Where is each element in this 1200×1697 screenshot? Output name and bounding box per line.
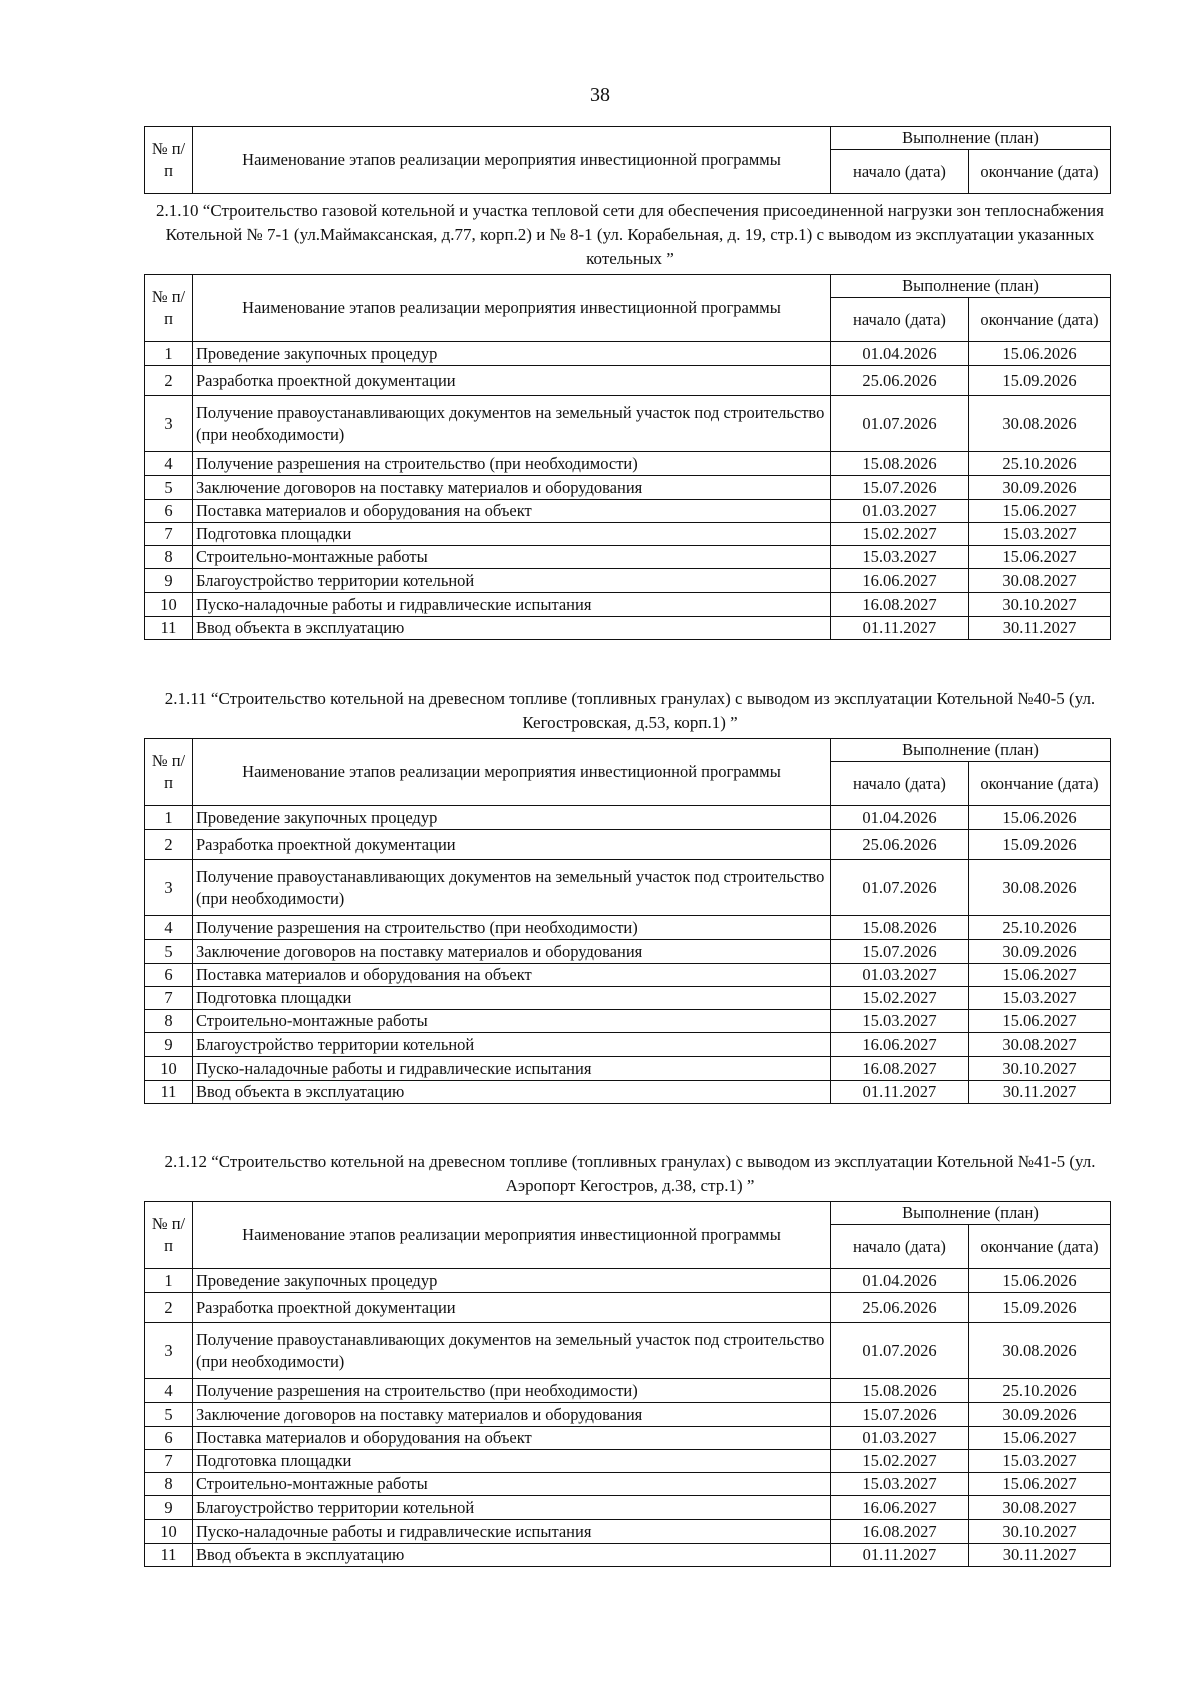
row-name: Заключение договоров на поставку материалов и оборудования xyxy=(193,940,831,964)
section-caption-1: 2.1.10 “Строительство газовой котельной и участка тепловой сети для обеспечения присоединенной нагрузки зон теплоснабжения Котельной № 7-1 (ул.Маймаксанская, д.77, корп.2) и № 8-1 (ул. Корабельная, д. 19, стр.1) с выводом из эксплуатации указанных котельных ” xyxy=(156,201,1104,268)
row-name: Пуско-наладочные работы и гидравлические испытания xyxy=(193,1057,831,1081)
row-end: 15.06.2026 xyxy=(969,342,1111,366)
table-row xyxy=(145,366,1111,396)
row-end: 15.06.2026 xyxy=(969,1269,1111,1293)
row-num: 9 xyxy=(145,569,193,593)
row-num: 2 xyxy=(145,366,193,396)
row-start: 15.07.2026 xyxy=(831,476,969,500)
header-start: начало (дата) xyxy=(831,762,969,806)
row-name: Строительно-монтажные работы xyxy=(193,1010,831,1033)
table-row xyxy=(145,1450,1111,1473)
row-start: 15.08.2026 xyxy=(831,1379,969,1403)
row-num: 11 xyxy=(145,1081,193,1104)
page-number: 38 xyxy=(590,84,610,106)
row-end: 15.06.2027 xyxy=(969,1473,1111,1496)
table-row xyxy=(145,342,1111,366)
row-end: 25.10.2026 xyxy=(969,916,1111,940)
row-start: 01.11.2027 xyxy=(831,617,969,640)
table-row xyxy=(145,476,1111,500)
row-end: 15.09.2026 xyxy=(969,1293,1111,1323)
row-start: 16.06.2027 xyxy=(831,569,969,593)
row-name: Подготовка площадки xyxy=(193,523,831,546)
row-num: 4 xyxy=(145,1379,193,1403)
row-num: 1 xyxy=(145,342,193,366)
row-end: 30.09.2026 xyxy=(969,476,1111,500)
row-end: 15.03.2027 xyxy=(969,1450,1111,1473)
row-num: 3 xyxy=(145,1323,193,1379)
row-end: 30.08.2027 xyxy=(969,1033,1111,1057)
row-start: 25.06.2026 xyxy=(831,830,969,860)
row-end: 15.06.2027 xyxy=(969,1427,1111,1450)
row-num: 7 xyxy=(145,523,193,546)
row-name: Благоустройство территории котельной xyxy=(193,569,831,593)
row-name: Поставка материалов и оборудования на объект xyxy=(193,964,831,987)
section-caption-3: 2.1.12 “Строительство котельной на древесном топливе (топливных гранулах) с выводом из эксплуатации Котельной №41-5 (ул. Аэропорт Кегостров, д.38, стр.1) ” xyxy=(164,1152,1096,1195)
row-name: Подготовка площадки xyxy=(193,1450,831,1473)
row-num: 11 xyxy=(145,1544,193,1567)
table-row xyxy=(145,1081,1111,1104)
row-start: 15.03.2027 xyxy=(831,1010,969,1033)
row-start: 15.03.2027 xyxy=(831,546,969,569)
row-num: 3 xyxy=(145,860,193,916)
row-start: 16.08.2027 xyxy=(831,593,969,617)
row-name: Разработка проектной документации xyxy=(193,830,831,860)
row-num: 1 xyxy=(145,806,193,830)
row-num: 8 xyxy=(145,546,193,569)
row-end: 25.10.2026 xyxy=(969,1379,1111,1403)
header-start: начало (дата) xyxy=(831,150,969,194)
row-name: Поставка материалов и оборудования на объект xyxy=(193,1427,831,1450)
row-name: Получение правоустанавливающих документов на земельный участок под строительство (при необходимости) xyxy=(193,1323,831,1379)
row-start: 01.04.2026 xyxy=(831,1269,969,1293)
table-row xyxy=(145,569,1111,593)
row-end: 30.08.2026 xyxy=(969,1323,1111,1379)
row-num: 5 xyxy=(145,1403,193,1427)
row-name: Подготовка площадки xyxy=(193,987,831,1010)
row-num: 9 xyxy=(145,1496,193,1520)
row-num: 8 xyxy=(145,1010,193,1033)
header-num: № п/п xyxy=(145,1202,193,1269)
row-start: 15.02.2027 xyxy=(831,1450,969,1473)
table-row xyxy=(145,396,1111,452)
table-row xyxy=(145,452,1111,476)
row-name: Строительно-монтажные работы xyxy=(193,1473,831,1496)
table-row xyxy=(145,1520,1111,1544)
row-name: Ввод объекта в эксплуатацию xyxy=(193,617,831,640)
table-row xyxy=(145,830,1111,860)
row-num: 10 xyxy=(145,1520,193,1544)
section-table-1 xyxy=(144,274,1111,640)
row-num: 3 xyxy=(145,396,193,452)
row-start: 16.08.2027 xyxy=(831,1057,969,1081)
row-name: Проведение закупочных процедур xyxy=(193,1269,831,1293)
header-execution: Выполнение (план) xyxy=(831,739,1111,762)
row-end: 30.11.2027 xyxy=(969,1544,1111,1567)
continuation-header-table xyxy=(144,126,1111,194)
row-start: 16.08.2027 xyxy=(831,1520,969,1544)
header-execution: Выполнение (план) xyxy=(831,127,1111,150)
section-table-2 xyxy=(144,738,1111,1104)
table-row xyxy=(145,1269,1111,1293)
row-num: 4 xyxy=(145,452,193,476)
row-num: 6 xyxy=(145,964,193,987)
row-start: 16.06.2027 xyxy=(831,1033,969,1057)
header-name: Наименование этапов реализации мероприятия инвестиционной программы xyxy=(193,739,831,806)
row-end: 25.10.2026 xyxy=(969,452,1111,476)
row-start: 01.03.2027 xyxy=(831,1427,969,1450)
header-start: начало (дата) xyxy=(831,1225,969,1269)
row-start: 01.03.2027 xyxy=(831,500,969,523)
row-end: 30.08.2027 xyxy=(969,1496,1111,1520)
header-end: окончание (дата) xyxy=(969,298,1111,342)
row-start: 01.07.2026 xyxy=(831,1323,969,1379)
row-num: 1 xyxy=(145,1269,193,1293)
header-name: Наименование этапов реализации мероприятия инвестиционной программы xyxy=(193,127,831,194)
table-row xyxy=(145,987,1111,1010)
row-end: 30.09.2026 xyxy=(969,1403,1111,1427)
row-start: 15.08.2026 xyxy=(831,452,969,476)
table-row xyxy=(145,940,1111,964)
row-start: 15.07.2026 xyxy=(831,1403,969,1427)
row-end: 30.08.2027 xyxy=(969,569,1111,593)
row-start: 01.11.2027 xyxy=(831,1544,969,1567)
row-start: 01.03.2027 xyxy=(831,964,969,987)
row-start: 16.06.2027 xyxy=(831,1496,969,1520)
header-execution: Выполнение (план) xyxy=(831,1202,1111,1225)
row-end: 15.09.2026 xyxy=(969,830,1111,860)
row-name: Благоустройство территории котельной xyxy=(193,1496,831,1520)
row-start: 01.04.2026 xyxy=(831,342,969,366)
row-name: Получение разрешения на строительство (при необходимости) xyxy=(193,1379,831,1403)
row-name: Строительно-монтажные работы xyxy=(193,546,831,569)
table-row xyxy=(145,964,1111,987)
row-start: 01.07.2026 xyxy=(831,860,969,916)
row-start: 15.08.2026 xyxy=(831,916,969,940)
row-num: 10 xyxy=(145,593,193,617)
table-row xyxy=(145,916,1111,940)
table-row xyxy=(145,1379,1111,1403)
table-row xyxy=(145,1293,1111,1323)
row-name: Проведение закупочных процедур xyxy=(193,806,831,830)
row-name: Проведение закупочных процедур xyxy=(193,342,831,366)
table-row xyxy=(145,523,1111,546)
row-name: Ввод объекта в эксплуатацию xyxy=(193,1544,831,1567)
row-end: 15.06.2027 xyxy=(969,1010,1111,1033)
row-num: 7 xyxy=(145,987,193,1010)
row-end: 15.06.2027 xyxy=(969,546,1111,569)
row-name: Разработка проектной документации xyxy=(193,366,831,396)
row-start: 25.06.2026 xyxy=(831,1293,969,1323)
row-name: Получение разрешения на строительство (при необходимости) xyxy=(193,452,831,476)
header-num: № п/п xyxy=(145,275,193,342)
header-execution: Выполнение (план) xyxy=(831,275,1111,298)
row-name: Разработка проектной документации xyxy=(193,1293,831,1323)
header-num: № п/п xyxy=(145,739,193,806)
row-end: 30.08.2026 xyxy=(969,396,1111,452)
row-start: 01.04.2026 xyxy=(831,806,969,830)
row-start: 01.07.2026 xyxy=(831,396,969,452)
table-row xyxy=(145,1544,1111,1567)
header-name: Наименование этапов реализации мероприятия инвестиционной программы xyxy=(193,1202,831,1269)
table-row xyxy=(145,546,1111,569)
row-end: 30.11.2027 xyxy=(969,1081,1111,1104)
row-end: 15.06.2027 xyxy=(969,964,1111,987)
row-name: Получение правоустанавливающих документов на земельный участок под строительство (при необходимости) xyxy=(193,396,831,452)
row-end: 30.11.2027 xyxy=(969,617,1111,640)
row-start: 15.03.2027 xyxy=(831,1473,969,1496)
row-name: Получение правоустанавливающих документов на земельный участок под строительство (при необходимости) xyxy=(193,860,831,916)
table-row xyxy=(145,1427,1111,1450)
row-end: 15.09.2026 xyxy=(969,366,1111,396)
table-row xyxy=(145,860,1111,916)
row-start: 01.11.2027 xyxy=(831,1081,969,1104)
table-row xyxy=(145,593,1111,617)
section-caption-2: 2.1.11 “Строительство котельной на древесном топливе (топливных гранулах) с выводом из эксплуатации Котельной №40-5 (ул. Кегостровская, д.53, корп.1) ” xyxy=(164,689,1096,732)
header-name: Наименование этапов реализации мероприятия инвестиционной программы xyxy=(193,275,831,342)
table-row xyxy=(145,617,1111,640)
row-num: 2 xyxy=(145,1293,193,1323)
row-num: 5 xyxy=(145,476,193,500)
row-name: Ввод объекта в эксплуатацию xyxy=(193,1081,831,1104)
row-start: 25.06.2026 xyxy=(831,366,969,396)
row-name: Благоустройство территории котельной xyxy=(193,1033,831,1057)
row-num: 6 xyxy=(145,500,193,523)
row-num: 10 xyxy=(145,1057,193,1081)
row-start: 15.02.2027 xyxy=(831,987,969,1010)
row-name: Пуско-наладочные работы и гидравлические испытания xyxy=(193,593,831,617)
row-num: 8 xyxy=(145,1473,193,1496)
row-end: 30.10.2027 xyxy=(969,1057,1111,1081)
table-row xyxy=(145,806,1111,830)
section-table-3 xyxy=(144,1201,1111,1567)
table-row xyxy=(145,1496,1111,1520)
table-row xyxy=(145,1323,1111,1379)
table-row xyxy=(145,1057,1111,1081)
row-num: 5 xyxy=(145,940,193,964)
header-end: окончание (дата) xyxy=(969,1225,1111,1269)
row-name: Получение разрешения на строительство (при необходимости) xyxy=(193,916,831,940)
table-row xyxy=(145,500,1111,523)
table-row xyxy=(145,1033,1111,1057)
row-num: 11 xyxy=(145,617,193,640)
row-num: 9 xyxy=(145,1033,193,1057)
row-num: 6 xyxy=(145,1427,193,1450)
table-row xyxy=(145,1403,1111,1427)
row-end: 30.10.2027 xyxy=(969,593,1111,617)
row-end: 15.03.2027 xyxy=(969,987,1111,1010)
row-end: 30.10.2027 xyxy=(969,1520,1111,1544)
row-start: 15.07.2026 xyxy=(831,940,969,964)
row-num: 7 xyxy=(145,1450,193,1473)
row-name: Заключение договоров на поставку материалов и оборудования xyxy=(193,476,831,500)
row-end: 30.08.2026 xyxy=(969,860,1111,916)
header-start: начало (дата) xyxy=(831,298,969,342)
header-num: № п/п xyxy=(145,127,193,194)
header-end: окончание (дата) xyxy=(969,762,1111,806)
row-end: 15.03.2027 xyxy=(969,523,1111,546)
row-num: 2 xyxy=(145,830,193,860)
table-row xyxy=(145,1473,1111,1496)
table-row xyxy=(145,1010,1111,1033)
row-name: Заключение договоров на поставку материалов и оборудования xyxy=(193,1403,831,1427)
row-end: 15.06.2026 xyxy=(969,806,1111,830)
row-name: Пуско-наладочные работы и гидравлические испытания xyxy=(193,1520,831,1544)
row-name: Поставка материалов и оборудования на объект xyxy=(193,500,831,523)
row-start: 15.02.2027 xyxy=(831,523,969,546)
row-end: 30.09.2026 xyxy=(969,940,1111,964)
row-num: 4 xyxy=(145,916,193,940)
header-end: окончание (дата) xyxy=(969,150,1111,194)
row-end: 15.06.2027 xyxy=(969,500,1111,523)
